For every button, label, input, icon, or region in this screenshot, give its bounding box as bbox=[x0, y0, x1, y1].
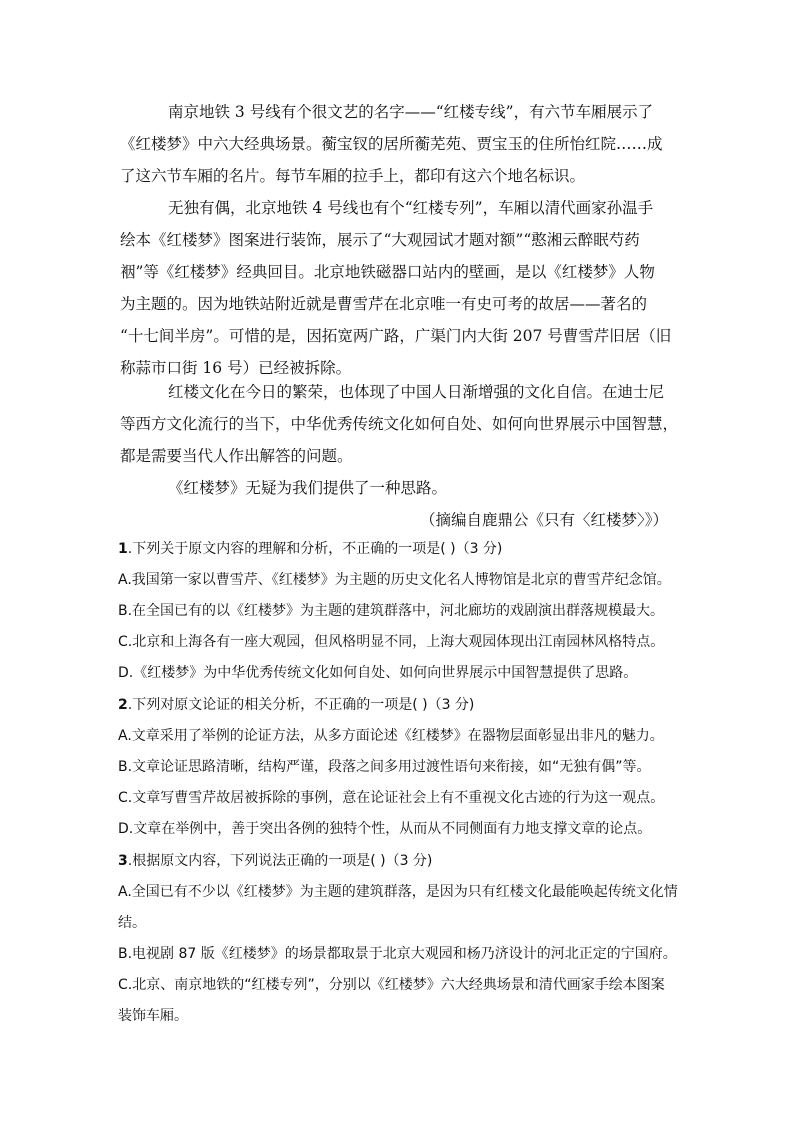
option-a: A.全国已有不少以《红楼梦》为主题的建筑群落，是因为只有红楼文化最能唤起传统文化情 bbox=[118, 884, 678, 900]
option-b: B.文章论证思路清晰，结构严谨，段落之间多用过渡性语句来衔接，如“无独有偶”等。 bbox=[118, 759, 651, 775]
question-number: 2 bbox=[118, 697, 128, 713]
text-line: 《红楼梦》无疑为我们提供了一种思路。 bbox=[168, 479, 448, 497]
text-line: 为主题的。因为地铁站附近就是曹雪芹在北京唯一有史可考的故居——著名的 bbox=[120, 295, 648, 313]
option-b: B.电视剧 87 版《红楼梦》的场景都取景于北京大观园和杨乃济设计的河北正定的宁国府。 bbox=[118, 946, 677, 962]
question-number: 1 bbox=[118, 541, 128, 557]
option-c: C.北京和上海各有一座大观园，但风格明显不同，上海大观园体现出江南园林风格特点。 bbox=[118, 634, 665, 650]
text-line: 都是需要当代人作出解答的问题。 bbox=[120, 447, 353, 465]
question-stem bbox=[118, 690, 474, 720]
option-c-continued: 装饰车厢。 bbox=[118, 1008, 188, 1024]
option-d: D.文章在举例中，善于突出各例的独特个性，从而从不同侧面有力地支撑文章的论点。 bbox=[118, 821, 652, 837]
option-c: C.北京、南京地铁的“红楼专列”，分别以《红楼梦》六大经典场景和清代画家手绘本图案 bbox=[118, 977, 665, 993]
text-line: 无独有偶，北京地铁 4 号线也有个“红楼专列”，车厢以清代画家孙温手 bbox=[168, 199, 654, 217]
text-line: 称蒜市口街 16 号）已经被拆除。 bbox=[120, 359, 352, 377]
text-line: 绘本《红楼梦》图案进行装饰，展示了“大观园试才题对额”“憨湘云醉眠芍药 bbox=[120, 231, 640, 249]
text-line: 南京地铁 3 号线有个很文艺的名字——“红楼专线”，有六节车厢展示了 bbox=[168, 103, 654, 121]
source-citation: （摘编自鹿鼎公《只有〈红楼梦〉》） bbox=[420, 511, 669, 529]
text-line: 《红楼梦》中六大经典场景。蘅宝钗的居所蘅芜苑、贾宝玉的住所怡红院……成 bbox=[120, 135, 663, 153]
option-d: D.《红楼梦》为中华优秀传统文化如何自处、如何向世界展示中国智慧提供了思路。 bbox=[118, 665, 638, 681]
text-line: 裀”等《红楼梦》经典回目。北京地铁磁器口站内的壁画，是以《红楼梦》人物 bbox=[120, 263, 655, 281]
option-a: A.我国第一家以曹雪芹、《红楼梦》为主题的历史文化名人博物馆是北京的曹雪芹纪念馆。 bbox=[118, 572, 671, 588]
question-stem bbox=[118, 846, 432, 876]
option-b: B.在全国已有的以《红楼梦》为主题的建筑群落中，河北廊坊的戏剧演出群落规模最大。 bbox=[118, 603, 665, 619]
question-stem bbox=[118, 534, 502, 564]
option-c: C.文章写曹雪芹故居被拆除的事例，意在论证社会上有不重视文化古迹的行为这一观点。 bbox=[118, 790, 665, 806]
text-line: 等西方文化流行的当下，中华优秀传统文化如何自处、如何向世界展示中国智慧， bbox=[120, 415, 679, 433]
question-stem-text: .下列关于原文内容的理解和分析，不正确的一项是( )（3 分) bbox=[127, 541, 503, 557]
question-stem-text: .根据原文内容，下列说法正确的一项是( )（3 分) bbox=[127, 853, 433, 869]
text-line: “十七间半房”。可惜的是，因拓宽两广路，广渠门内大街 207 号曹雪芹旧居（旧 bbox=[120, 327, 672, 345]
text-line: 了这六节车厢的名片。每节车厢的拉手上，都印有这六个地名标识。 bbox=[120, 167, 586, 185]
question-number: 3 bbox=[118, 853, 128, 869]
option-a: A.文章采用了举例的论证方法，从多方面论述《红楼梦》在器物层面彰显出非凡的魅力。 bbox=[118, 728, 664, 744]
option-a-continued: 结。 bbox=[118, 915, 146, 931]
question-stem-text: .下列对原文论证的相关分析，不正确的一项是( )（3 分) bbox=[127, 697, 475, 713]
text-line: 红楼文化在今日的繁荣，也体现了中国人日渐增强的文化自信。在迪士尼 bbox=[168, 383, 665, 401]
